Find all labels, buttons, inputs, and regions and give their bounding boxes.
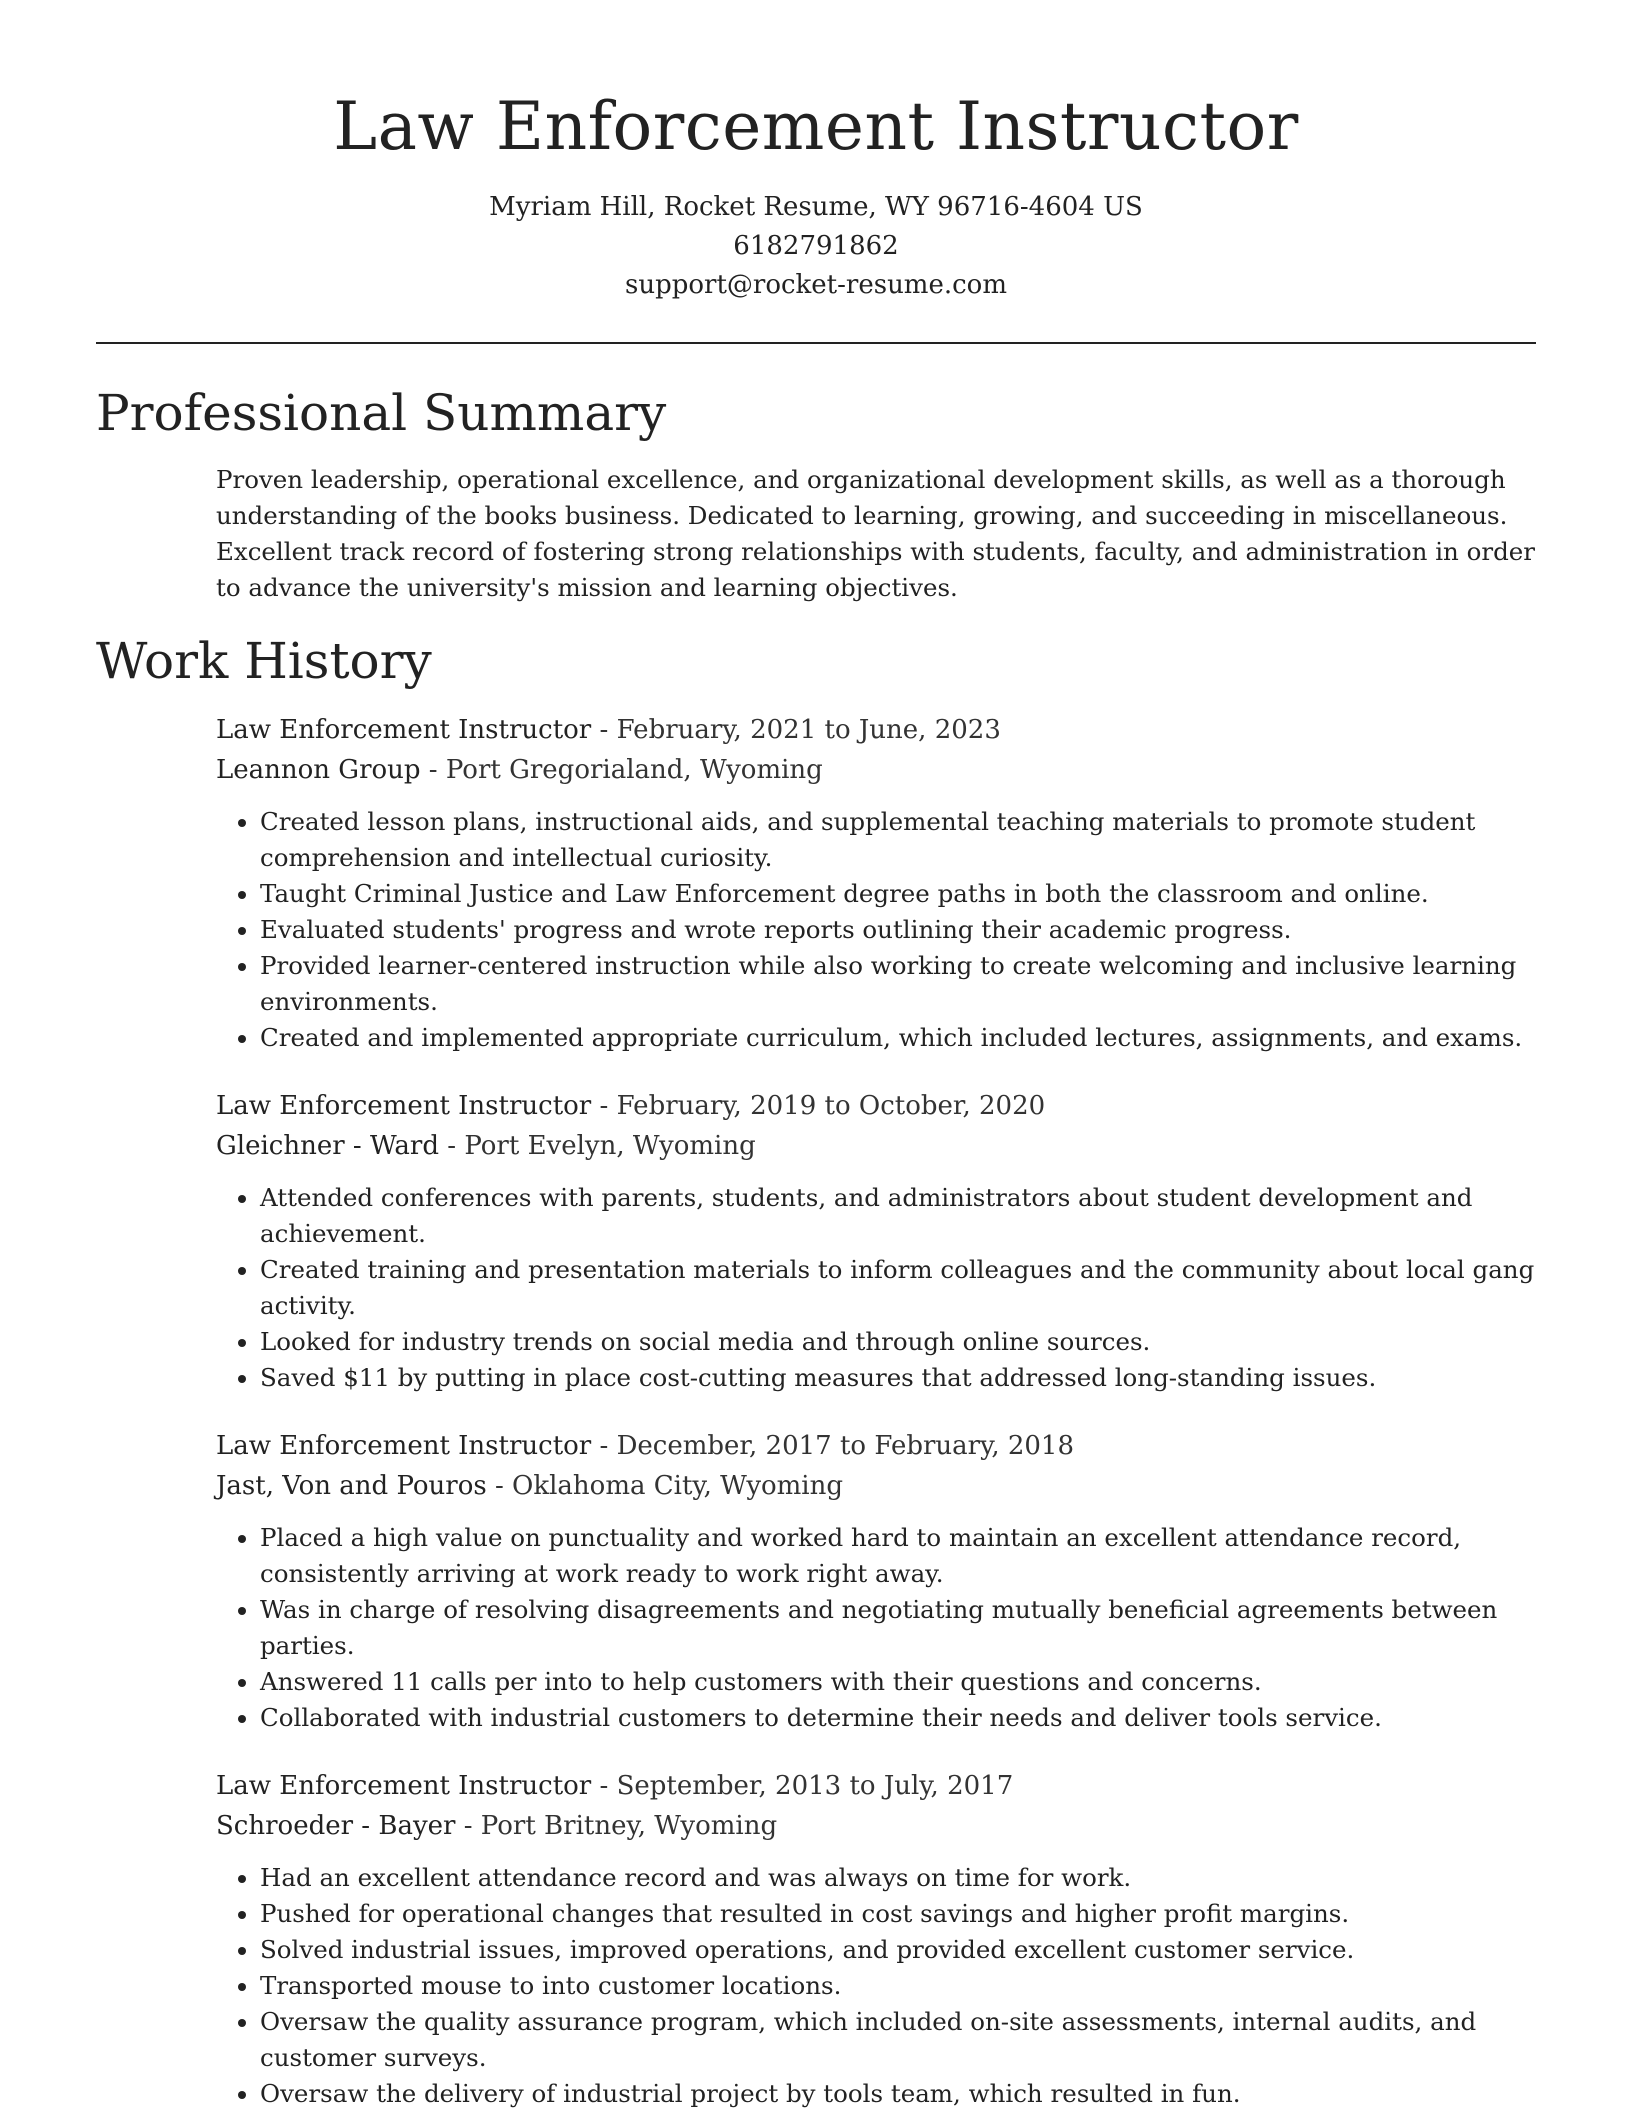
job-bullet-list (216, 804, 1536, 1056)
job-title-line (216, 1086, 1536, 1126)
job-bullet: • Looked for industry trends on social media and through online sources. (260, 1324, 1536, 1360)
job-title: Law Enforcement Instructor (216, 1091, 592, 1121)
job-bullet: • Placed a high value on punctuality and worked hard to maintain an excellent attendance record, consistently arriving at work ready to work right away. (260, 1520, 1536, 1592)
job-bullet: • Pushed for operational changes that resulted in cost savings and higher profit margins. (260, 1896, 1536, 1932)
job-dates: - December, 2017 to February, 2018 (591, 1431, 1075, 1461)
job-title-line (216, 1766, 1536, 1806)
job-title-line (216, 710, 1536, 750)
job-bullet: • Attended conferences with parents, students, and administrators about student development and achievement. (260, 1180, 1536, 1252)
job-location: - Port Britney, Wyoming (455, 1811, 778, 1841)
job-bullet: • Created lesson plans, instructional aids, and supplemental teaching materials to promote student comprehension and intellectual curiosity. (260, 804, 1536, 876)
resume-header (0, 0, 1632, 305)
job-company: Jast, Von and Pouros (216, 1471, 487, 1501)
contact-block (0, 188, 1632, 305)
job-title-line (216, 1426, 1536, 1466)
job-bullet-list (216, 1180, 1536, 1396)
job-entry (216, 1086, 1536, 1396)
job-company: Gleichner - Ward (216, 1131, 440, 1161)
resume-title: Law Enforcement Instructor (333, 88, 1299, 165)
job-bullet: • Transported mouse to into customer locations. (260, 1968, 1536, 2004)
job-bullet: • Provided learner-centered instruction while also working to create welcoming and inclusive learning environments. (260, 948, 1536, 1020)
job-entry (216, 1766, 1536, 2112)
job-bullet: • Created training and presentation materials to inform colleagues and the community about local gang activity. (260, 1252, 1536, 1324)
job-bullet: • Solved industrial issues, improved operations, and provided excellent customer service. (260, 1932, 1536, 1968)
job-bullet: • Evaluated students' progress and wrote reports outlining their academic progress. (260, 912, 1536, 948)
job-bullet: • Saved $11 by putting in place cost-cutting measures that addressed long-standing issues. (260, 1360, 1536, 1396)
contact-email: support@rocket-resume.com (624, 270, 1007, 300)
job-bullet-list (216, 1520, 1536, 1736)
job-title: Law Enforcement Instructor (216, 1771, 592, 1801)
job-bullet: • Answered 11 calls per into to help customers with their questions and concerns. (260, 1664, 1536, 1700)
work-history-heading: Work History (96, 632, 432, 690)
work-history-list (216, 710, 1536, 2112)
job-location: - Port Gregorialand, Wyoming (420, 755, 823, 785)
job-entry (216, 1426, 1536, 1736)
job-bullet: • Created and implemented appropriate curriculum, which included lectures, assignments, and exams. (260, 1020, 1536, 1056)
job-title: Law Enforcement Instructor (216, 1431, 592, 1461)
job-company-line (216, 750, 1536, 790)
summary-heading: Professional Summary (96, 384, 667, 442)
job-company: Schroeder - Bayer (216, 1811, 456, 1841)
job-bullet: • Was in charge of resolving disagreements and negotiating mutually beneficial agreements between parties. (260, 1592, 1536, 1664)
job-company-line (216, 1466, 1536, 1506)
job-bullet-list (216, 1860, 1536, 2112)
job-bullet: • Oversaw the quality assurance program, which included on-site assessments, internal audits, and customer surveys. (260, 2004, 1536, 2076)
job-bullet: • Collaborated with industrial customers to determine their needs and deliver tools service. (260, 1700, 1536, 1736)
job-entry (216, 710, 1536, 1056)
job-dates: - February, 2019 to October, 2020 (591, 1091, 1046, 1121)
header-divider (96, 342, 1536, 344)
job-dates: - September, 2013 to July, 2017 (591, 1771, 1014, 1801)
job-bullet: • Oversaw the delivery of industrial project by tools team, which resulted in fun. (260, 2076, 1536, 2112)
contact-address: Myriam Hill, Rocket Resume, WY 96716-4604 US (489, 192, 1143, 222)
job-company-line (216, 1126, 1536, 1166)
job-dates: - February, 2021 to June, 2023 (591, 715, 1001, 745)
job-title: Law Enforcement Instructor (216, 715, 592, 745)
job-location: - Oklahoma City, Wyoming (486, 1471, 844, 1501)
summary-text: Proven leadership, operational excellence, and organizational development skills, as well as a thorough understanding of the books business. Dedicated to learning, growing, and succeeding in miscellaneous. Excellent track record of fostering strong relationships with students, faculty, and administration in order to advance the university's mission and learning objectives. (216, 465, 1535, 602)
job-location: - Port Evelyn, Wyoming (439, 1131, 756, 1161)
contact-phone: 6182791862 (733, 231, 899, 261)
job-bullet: • Had an excellent attendance record and was always on time for work. (260, 1860, 1536, 1896)
job-company: Leannon Group (216, 755, 421, 785)
job-company-line (216, 1806, 1536, 1846)
job-bullet: • Taught Criminal Justice and Law Enforcement degree paths in both the classroom and online. (260, 876, 1536, 912)
